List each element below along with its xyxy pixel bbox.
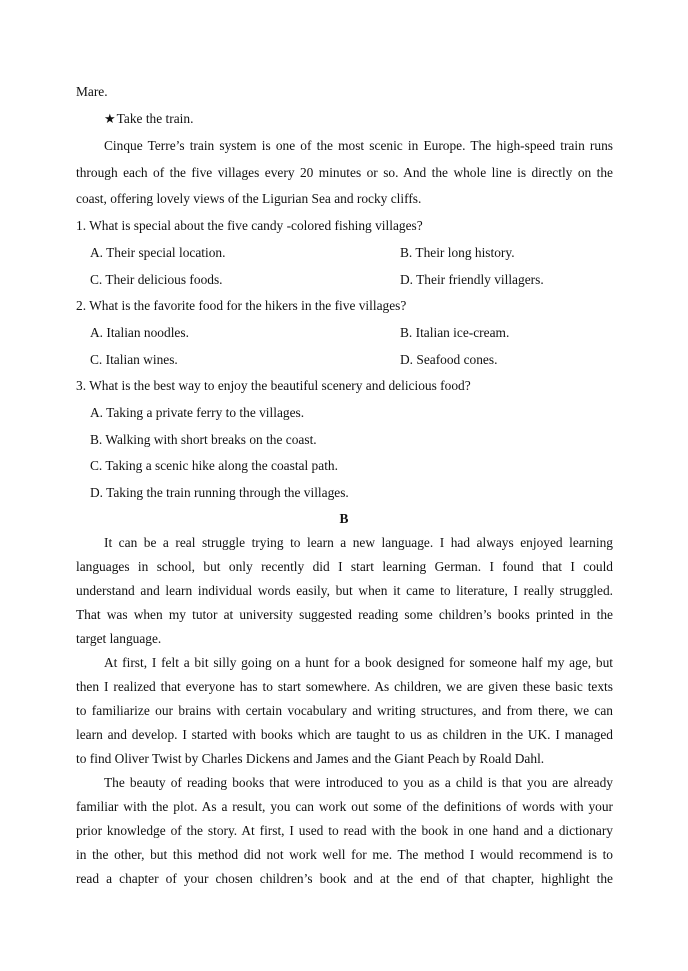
question-1-option-d: D. Their friendly villagers.	[400, 272, 544, 287]
paragraph-line: then I realized that everyone has to start somewhere. As children, we are given these basic texts	[76, 679, 613, 694]
paragraph-line: languages in school, but only recently did I start learning German. I found that I could	[76, 559, 613, 574]
question-3-option-a: A. Taking a private ferry to the villages.	[90, 405, 305, 420]
question-1-option-a: A. Their special location.	[90, 245, 226, 260]
paragraph-line: to familiarize our brains with certain vocabulary and writing structures, and from there, we can	[76, 703, 613, 718]
paragraph-line: target language.	[76, 631, 162, 646]
paragraph-line: That was when my tutor at university suggested reading some children’s books printed in the	[76, 607, 613, 622]
passage-a-fragment: Mare.	[76, 84, 108, 99]
paragraph-line: understand and learn individual words easily, but when it came to literature, I really struggled.	[76, 583, 613, 598]
paragraph-line: to find Oliver Twist by Charles Dickens and James and the Giant Peach by Roald Dahl.	[76, 751, 545, 766]
question-2-option-c: C. Italian wines.	[90, 352, 178, 367]
paragraph-line: prior knowledge of the story. At first, I used to read with the book in one hand and a dictionary	[76, 823, 613, 838]
paragraph-line: coast, offering lovely views of the Ligurian Sea and rocky cliffs.	[76, 191, 422, 206]
question-2-stem: 2. What is the favorite food for the hikers in the five villages?	[76, 298, 407, 313]
tip-heading	[104, 110, 613, 128]
question-2-option-d: D. Seafood cones.	[400, 352, 498, 367]
question-3-stem: 3. What is the best way to enjoy the beautiful scenery and delicious food?	[76, 378, 471, 393]
question-1-option-c: C. Their delicious foods.	[90, 272, 223, 287]
question-2-option-a: A. Italian noodles.	[90, 325, 189, 340]
tip-title: Take the train.	[116, 111, 194, 126]
paragraph-line: through each of the five villages every 20 minutes or so. And the whole line is directly on the	[76, 165, 613, 180]
section-heading-b: B	[339, 511, 349, 526]
paragraph-line: learn and develop. I started with books which are taught to us as children in the UK. I managed	[76, 727, 613, 742]
paragraph-line: read a chapter of your chosen children’s book and at the end of that chapter, highlight the	[76, 871, 613, 886]
star-icon: ★	[104, 111, 116, 126]
paragraph-line: It can be a real struggle trying to learn a new language. I had always enjoyed learning	[104, 535, 613, 550]
question-3-option-b: B. Walking with short breaks on the coast.	[90, 432, 317, 447]
paragraph-line: At first, I felt a bit silly going on a hunt for a book designed for someone half my age, but	[104, 655, 613, 670]
paragraph-line: Cinque Terre’s train system is one of the most scenic in Europe. The high-speed train runs	[104, 138, 613, 153]
question-3-option-c: C. Taking a scenic hike along the coastal path.	[90, 458, 338, 473]
paragraph-line: The beauty of reading books that were introduced to you as a child is that you are already	[104, 775, 613, 790]
paragraph-line: in the other, but this method did not work well for me. The method I would recommend is to	[76, 847, 613, 862]
question-1-stem: 1. What is special about the five candy -colored fishing villages?	[76, 218, 423, 233]
question-1-option-b: B. Their long history.	[400, 245, 515, 260]
question-2-option-b: B. Italian ice-cream.	[400, 325, 510, 340]
paragraph-line: familiar with the plot. As a result, you can work out some of the definitions of words with your	[76, 799, 613, 814]
question-3-option-d: D. Taking the train running through the villages.	[90, 485, 349, 500]
